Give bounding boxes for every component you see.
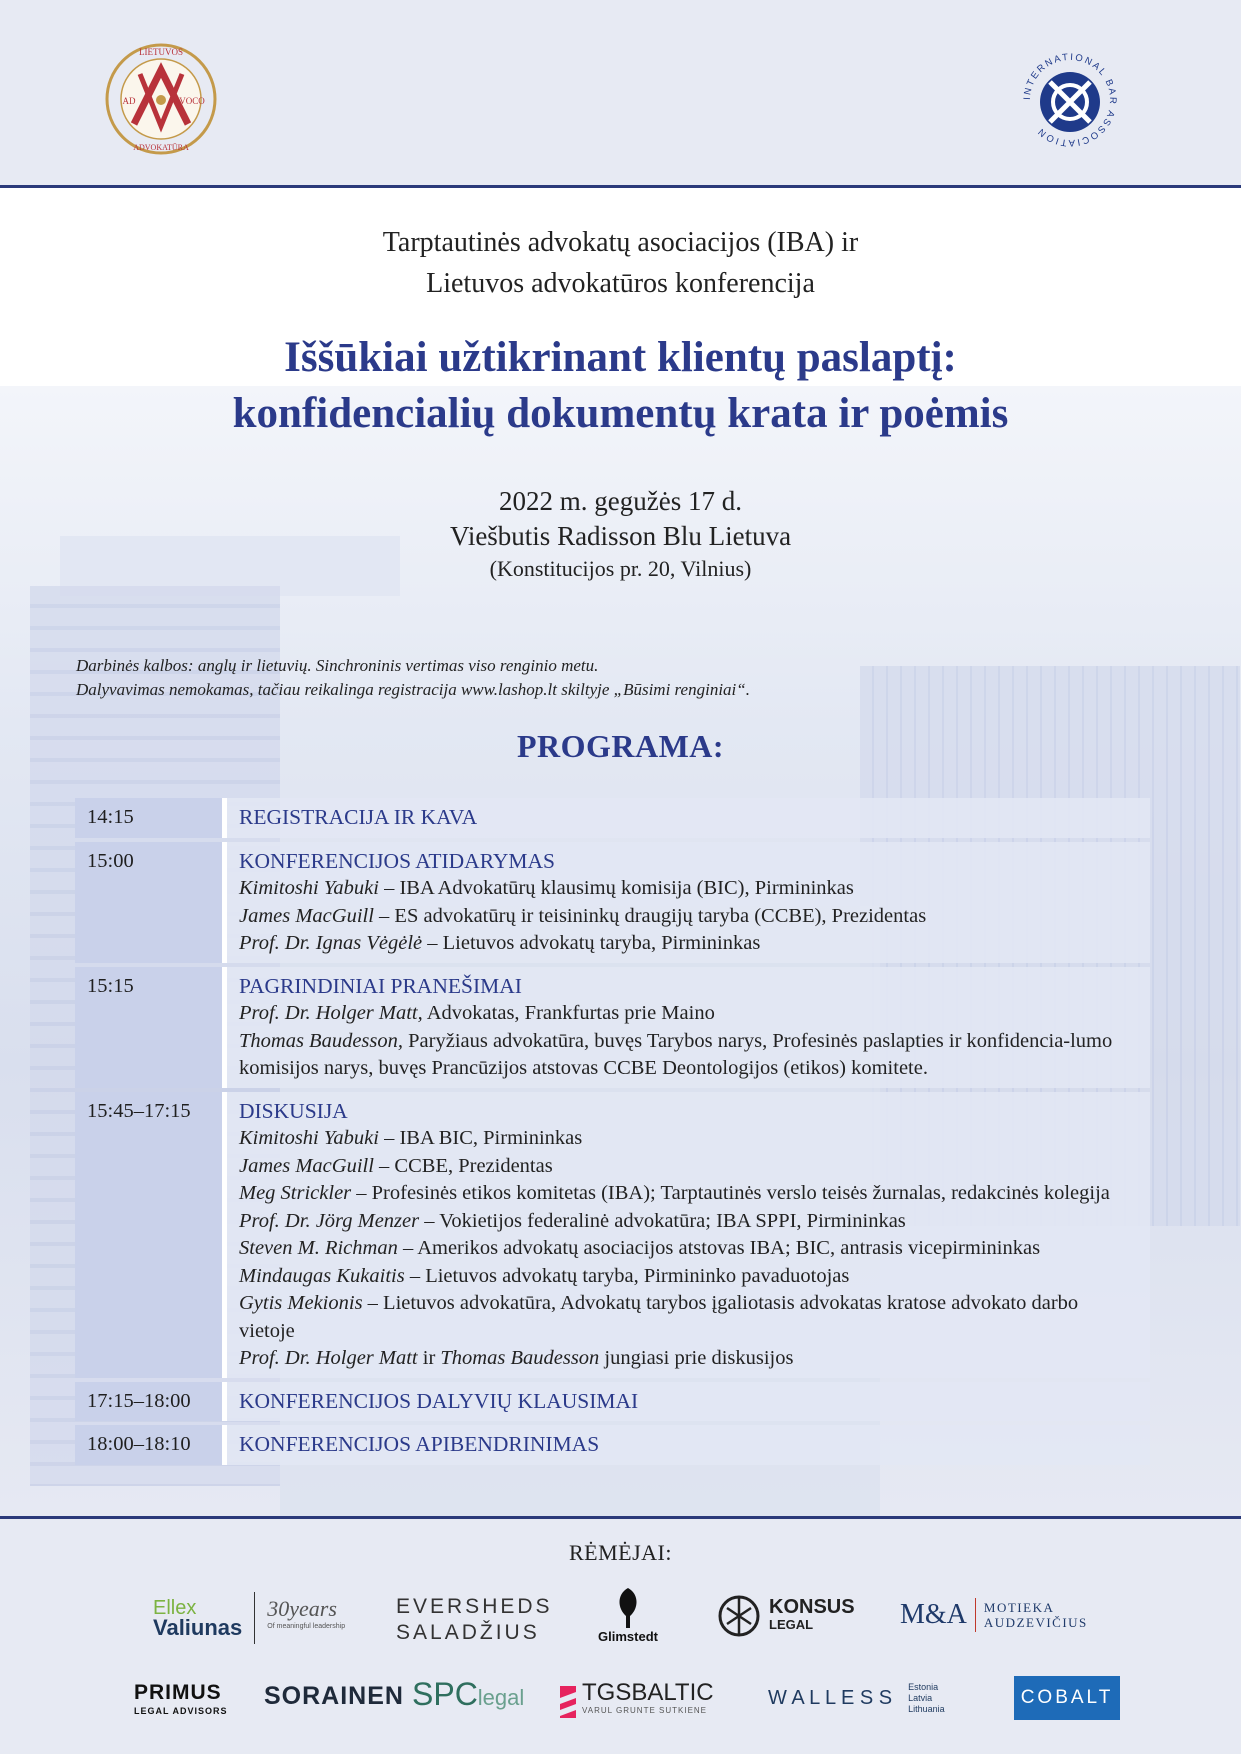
program-content bbox=[227, 842, 1150, 963]
eversheds-line1: EVERSHEDS bbox=[396, 1595, 553, 1618]
speaker-name: Meg Strickler bbox=[239, 1182, 352, 1204]
program-session-title: DISKUSIJA bbox=[239, 1098, 348, 1123]
sponsor-konsus bbox=[717, 1594, 855, 1638]
speaker-name: James MacGuill bbox=[239, 904, 374, 927]
speaker-name: Gytis Mekionis bbox=[239, 1292, 363, 1314]
glimstedt-tree-icon bbox=[613, 1586, 643, 1630]
sponsor-spc bbox=[412, 1676, 524, 1713]
sponsor-glimstedt bbox=[588, 1586, 668, 1644]
speaker-role: – Lietuvos advokatų taryba, Pirmininkas bbox=[422, 932, 761, 954]
motieka-divider bbox=[975, 1598, 976, 1632]
spc-suffix: legal bbox=[477, 1685, 525, 1710]
tgs-line2: VARUL GRUNTE SUTKIENE bbox=[582, 1706, 708, 1715]
primus-line2: LEGAL ADVISORS bbox=[134, 1706, 228, 1716]
speaker-name: Steven M. Richman bbox=[239, 1237, 398, 1259]
program-time: 18:00–18:10 bbox=[75, 1425, 227, 1465]
tgs-icon bbox=[558, 1682, 578, 1722]
speaker-name: Prof. Dr. Holger Matt bbox=[239, 1347, 418, 1369]
konsus-line1: KONSUS bbox=[769, 1596, 855, 1618]
event-venue: Viešbutis Radisson Blu Lietuva bbox=[449, 521, 792, 551]
program-session-title: KONFERENCIJOS ATIDARYMAS bbox=[239, 848, 555, 873]
speaker-line bbox=[239, 1345, 1138, 1373]
sponsor-walless bbox=[768, 1682, 945, 1715]
event-address: (Konstitucijos pr. 20, Vilnius) bbox=[489, 556, 752, 581]
program-row bbox=[75, 1425, 1150, 1465]
speaker-role: – CCBE, Prezidentas bbox=[373, 1154, 553, 1177]
spc-mark: SPC bbox=[412, 1676, 478, 1712]
speaker-line bbox=[239, 1028, 1138, 1083]
program-row bbox=[75, 798, 1150, 838]
program-row bbox=[75, 842, 1150, 963]
program-time: 15:00 bbox=[75, 842, 227, 963]
sponsor-eversheds bbox=[396, 1594, 553, 1646]
title-line1: Iššūkiai užtikrinant klientų paslaptį: bbox=[284, 334, 957, 381]
speaker-role: Advokatas, Frankfurtas prie Maino bbox=[422, 1002, 715, 1024]
programa-heading: PROGRAMA: bbox=[516, 728, 725, 764]
speaker-line bbox=[239, 1235, 1138, 1263]
speaker-name: Mindaugas Kukaitis bbox=[239, 1264, 405, 1287]
program-time: 15:15 bbox=[75, 967, 227, 1088]
sponsor-sorainen: SORAINEN bbox=[264, 1682, 404, 1710]
sponsor-motieka bbox=[900, 1598, 1088, 1632]
organizers-line2: Lietuvos advokatūros konferencija bbox=[426, 268, 815, 299]
program-row bbox=[75, 967, 1150, 1088]
header-band bbox=[0, 0, 1241, 188]
lietuvos-advokatura-logo bbox=[104, 42, 218, 156]
svg-text:INTERNATIONAL BAR ASSOCIATION: INTERNATIONAL BAR ASSOCIATION bbox=[1021, 51, 1119, 149]
organizers bbox=[0, 222, 1241, 304]
sponsor-cobalt: COBALT bbox=[1014, 1676, 1120, 1720]
speaker-name: Thomas Baudesson bbox=[440, 1347, 600, 1369]
primus-line1: PRIMUS bbox=[134, 1681, 222, 1704]
ellex-line2: Valiunas bbox=[153, 1615, 243, 1640]
svg-text:VOCO: VOCO bbox=[179, 96, 205, 106]
registration-note: Dalyvavimas nemokamas, tačiau reikalinga registracija www.lashop.lt skiltyje „Būsimi renginiai“. bbox=[76, 680, 750, 699]
svg-text:AD: AD bbox=[122, 96, 136, 106]
sponsors-title: RĖMĖJAI: bbox=[569, 1540, 672, 1565]
program-row bbox=[75, 1092, 1150, 1378]
speaker-line bbox=[239, 1180, 1138, 1208]
program-session-title: REGISTRACIJA IR KAVA bbox=[239, 805, 478, 829]
program-body bbox=[75, 798, 1150, 1465]
speaker-line bbox=[239, 930, 1138, 958]
speaker-line bbox=[239, 1000, 1138, 1028]
walless-country-1: Estonia bbox=[908, 1682, 939, 1692]
speaker-role: Paryžiaus advokatūra, buvęs Tarybos narys, Profesinės paslapties ir konfidencia-lumo komisijos narys, buvęs Prancūzijos atstovas CCBE Deontologijos (etikos) komitete. bbox=[239, 1029, 1113, 1079]
program-content bbox=[227, 798, 1150, 838]
motieka-line1: MOTIEKA bbox=[983, 1600, 1055, 1615]
walless-name: W A L L E S S bbox=[768, 1687, 893, 1709]
konsus-icon bbox=[717, 1594, 761, 1638]
program-time: 15:45–17:15 bbox=[75, 1092, 227, 1378]
motieka-line2: AUDZEVIČIUS bbox=[983, 1615, 1088, 1630]
tgs-line1: TGSBALTIC bbox=[582, 1679, 714, 1706]
program-session-title: KONFERENCIJOS APIBENDRINIMAS bbox=[239, 1432, 600, 1456]
ellex-line1: Ellex bbox=[153, 1597, 197, 1619]
motieka-mark: M&A bbox=[900, 1599, 967, 1630]
organizers-line1: Tarptautinės advokatų asociacijos (IBA) ir bbox=[382, 227, 859, 258]
speaker-name: James MacGuill bbox=[239, 1154, 374, 1177]
speaker-role: – Lietuvos advokatų taryba, Pirmininko pavaduotojas bbox=[404, 1264, 850, 1287]
speaker-line bbox=[239, 1263, 1138, 1291]
conference-title bbox=[0, 330, 1241, 442]
sponsor-ellex bbox=[153, 1592, 345, 1644]
speaker-line bbox=[239, 1125, 1138, 1153]
speaker-role: – IBA BIC, Pirmininkas bbox=[378, 1127, 583, 1149]
speaker-role: – Profesinės etikos komitetas (IBA); Tarptautinės verslo teisės žurnalas, redakcinės kolegija bbox=[351, 1182, 1110, 1204]
speaker-name: Kimitoshi Yabuki bbox=[239, 877, 379, 899]
speaker-role: ir bbox=[417, 1347, 441, 1369]
speaker-name: Prof. Dr. Holger Matt, bbox=[239, 1002, 423, 1024]
speaker-role: – Vokietijos federalinė advokatūra; IBA SPPI, Pirmininkas bbox=[419, 1209, 906, 1232]
speaker-role: – Lietuvos advokatūra, Advokatų tarybos įgaliotasis advokatas kratose advokato darbo vietoje bbox=[239, 1292, 1079, 1342]
speaker-line bbox=[239, 1153, 1138, 1181]
speaker-line bbox=[239, 1290, 1138, 1345]
date-venue bbox=[0, 484, 1241, 554]
speaker-role: – Amerikos advokatų asociacijos atstovas IBA; BIC, antrasis vicepirmininkas bbox=[397, 1237, 1041, 1259]
svg-text:LIETUVOS: LIETUVOS bbox=[139, 47, 183, 57]
speaker-name: Kimitoshi Yabuki bbox=[239, 1127, 379, 1149]
speaker-role: jungiasi prie diskusijos bbox=[599, 1347, 794, 1369]
speaker-role: – IBA Advokatūrų klausimų komisija (BIC), Pirmininkas bbox=[378, 877, 854, 899]
program-content bbox=[227, 1425, 1150, 1465]
title-line2: konfidencialių dokumentų krata ir poėmis bbox=[232, 390, 1009, 437]
speaker-role: – ES advokatūrų ir teisininkų draugijų taryba (CCBE), Prezidentas bbox=[373, 904, 927, 927]
ellex-tag: Of meaningful leadership bbox=[267, 1623, 346, 1630]
program-content bbox=[227, 967, 1150, 1088]
speaker-line bbox=[239, 903, 1138, 931]
speaker-line bbox=[239, 875, 1138, 903]
event-date: 2022 m. gegužės 17 d. bbox=[499, 486, 742, 516]
speaker-name: Thomas Baudesson, bbox=[239, 1029, 404, 1052]
ellex-years: 30years bbox=[267, 1596, 337, 1621]
program-content bbox=[227, 1382, 1150, 1422]
speaker-name: Prof. Dr. Jörg Menzer bbox=[239, 1209, 420, 1232]
iba-logo bbox=[1010, 40, 1130, 160]
program-session-title: KONFERENCIJOS DALYVIŲ KLAUSIMAI bbox=[239, 1388, 639, 1413]
program-session-title: PAGRINDINIAI PRANEŠIMAI bbox=[239, 973, 522, 998]
ellex-divider bbox=[254, 1592, 255, 1644]
program-row bbox=[75, 1382, 1150, 1422]
speaker-line bbox=[239, 1208, 1138, 1236]
notes bbox=[76, 654, 1176, 702]
eversheds-line2: SALADŽIUS bbox=[396, 1621, 540, 1644]
program-time: 17:15–18:00 bbox=[75, 1382, 227, 1422]
konsus-line2: LEGAL bbox=[769, 1617, 814, 1632]
program-time: 14:15 bbox=[75, 798, 227, 838]
program-content bbox=[227, 1092, 1150, 1378]
sponsor-primus bbox=[134, 1681, 228, 1720]
walless-country-3: Lithuania bbox=[908, 1704, 945, 1714]
walless-country-2: Latvia bbox=[908, 1693, 933, 1703]
svg-text:ADVOKATŪRA: ADVOKATŪRA bbox=[133, 143, 189, 152]
language-note: Darbinės kalbos: anglų ir lietuvių. Sinchroninis vertimas viso renginio metu. bbox=[76, 656, 599, 675]
sponsor-tgs bbox=[558, 1679, 714, 1722]
program-table bbox=[75, 794, 1150, 1469]
glimstedt-name: Glimstedt bbox=[598, 1629, 658, 1644]
speaker-name: Prof. Dr. Ignas Vėgėlė bbox=[239, 932, 423, 954]
